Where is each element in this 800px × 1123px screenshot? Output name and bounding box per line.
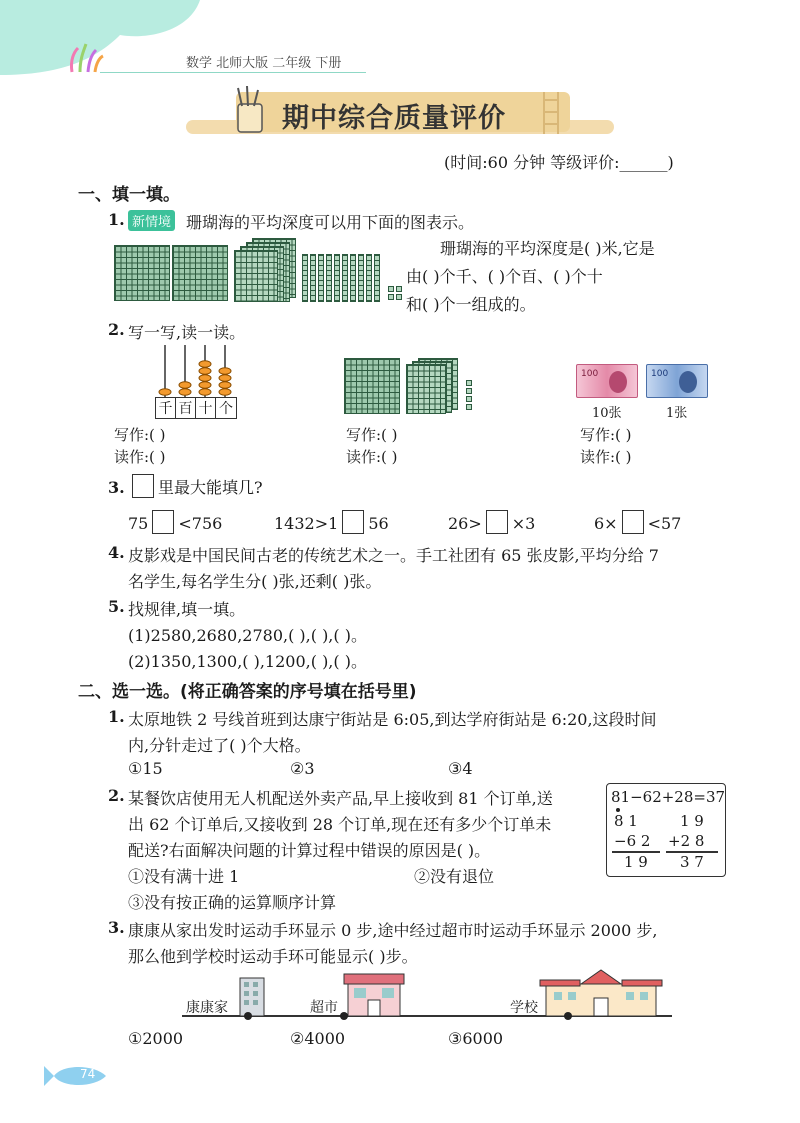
time-grade-info: (时间:60 分钟 等级评价:______): [444, 153, 674, 172]
q2-number: 2.: [108, 320, 125, 339]
home-label: 康康家: [186, 1000, 228, 1016]
market-point: [340, 1012, 348, 1020]
q2c-read: 读作:( ): [580, 448, 632, 466]
section-choose: 二、选一选。(将正确答案的序号填在括号里): [78, 682, 417, 702]
c1-number: 1.: [108, 707, 125, 726]
q3-item2: 1432>1 56: [274, 510, 389, 534]
q1-text: 珊瑚海的平均深度可以用下面的图表示。: [186, 213, 475, 232]
new-context-tag: 新情境: [128, 210, 175, 231]
c3-option1: ①2000: [128, 1029, 184, 1048]
q3-prompt: 里最大能填几?: [128, 474, 263, 498]
banknote-100-icon: 100: [576, 364, 638, 398]
ladder-icon: [540, 92, 562, 134]
q2a-write: 写作:( ): [114, 426, 166, 444]
q3-number: 3.: [108, 478, 125, 497]
c2-line1: 某餐饮店使用无人机配送外卖产品,早上接收到 81 个订单,送: [128, 789, 553, 808]
q5-number: 5.: [108, 597, 125, 616]
calc-minuend: 8 1: [614, 812, 638, 830]
section-fill-in: 一、填一填。: [78, 185, 180, 205]
q3-box1[interactable]: [152, 510, 174, 534]
school-building-icon: [536, 966, 666, 1016]
q4-number: 4.: [108, 543, 125, 562]
c1-option3: ③4: [448, 759, 473, 778]
c3-option3: ③6000: [448, 1029, 504, 1048]
c1-option1: ①15: [128, 759, 163, 778]
q3-prompt-box: [132, 474, 154, 498]
school-label: 学校: [510, 1000, 538, 1016]
calc-addend1: 1 9: [680, 812, 704, 830]
note-count-10: 10张: [592, 406, 622, 421]
q3-item4: 6× <57: [594, 510, 681, 534]
q3-item1: 75 <756: [128, 510, 222, 534]
corner-decoration: [0, 0, 200, 80]
c1-line2: 内,分针走过了( )个大格。: [128, 736, 311, 755]
header-rule: [100, 72, 366, 73]
calc-sum: 3 7: [680, 853, 704, 871]
page-number: 74: [80, 1067, 96, 1081]
borrow-dot: [616, 808, 620, 812]
calc-addend2: +2 8: [668, 832, 705, 850]
c1-option2: ②3: [290, 759, 315, 778]
c3-number: 3.: [108, 918, 125, 937]
book-header: 数学 北师大版 二年级 下册: [186, 56, 342, 71]
abacus-label-thousands: 千: [156, 398, 176, 418]
c3-line1: 康康从家出发时运动手环显示 0 步,途中经过超市时运动手环显示 2000 步,: [128, 921, 658, 940]
c3-line2: 那么他到学校时运动手环可能显示( )步。: [128, 947, 418, 966]
home-point: [244, 1012, 252, 1020]
q2b-write: 写作:( ): [346, 426, 398, 444]
abacus-labels: [155, 397, 237, 419]
banknote-100-second-icon: 100: [646, 364, 708, 398]
calc-equation: 81−62+28=37: [611, 788, 726, 806]
q2b-read: 读作:( ): [346, 448, 398, 466]
note-count-1: 1张: [666, 406, 688, 421]
q4-line2: 名学生,每名学生分( )张,还剩( )张。: [128, 572, 382, 591]
c2-option3: ③没有按正确的运算顺序计算: [128, 893, 337, 912]
c3-option2: ②4000: [290, 1029, 346, 1048]
q5-text: 找规律,填一填。: [128, 600, 246, 619]
pencil-cup-icon: [232, 86, 268, 134]
q5-line2: (2)1350,1300,( ),1200,( ),( )。: [128, 652, 367, 671]
school-point: [564, 1012, 572, 1020]
c2-line2: 出 62 个订单后,又接收到 28 个订单,现在还有多少个订单未: [128, 815, 552, 834]
supermarket-icon: [338, 970, 410, 1016]
q3-box3[interactable]: [486, 510, 508, 534]
c2-line3: 配送?右面解决问题的计算过程中错误的原因是( )。: [128, 841, 491, 860]
abacus-label-ones: 个: [219, 401, 233, 417]
q2c-write: 写作:( ): [580, 426, 632, 444]
q2-text: 写一写,读一读。: [128, 323, 246, 342]
calc-subtrahend: −6 2: [614, 832, 651, 850]
q1-line2: 由( )个千、( )个百、( )个十: [406, 267, 603, 286]
q1-line1: 珊瑚海的平均深度是( )米,它是: [440, 239, 655, 258]
q2a-read: 读作:( ): [114, 448, 166, 466]
c2-option1: ①没有满十进 1: [128, 867, 240, 886]
c2-option2: ②没有退位: [414, 867, 495, 886]
market-label: 超市: [310, 1000, 338, 1016]
page-title: 期中综合质量评价: [282, 103, 506, 134]
abacus: [155, 345, 235, 397]
abacus-label-hundreds: 百: [176, 398, 196, 418]
q5-line1: (1)2580,2680,2780,( ),( ),( )。: [128, 626, 367, 645]
c2-number: 2.: [108, 786, 125, 805]
q3-box2[interactable]: [342, 510, 364, 534]
q1-number: 1.: [108, 210, 125, 229]
calc-difference: 1 9: [624, 853, 648, 871]
abacus-label-tens: 十: [196, 398, 216, 418]
home-building-icon: [238, 972, 268, 1016]
q3-box4[interactable]: [622, 510, 644, 534]
q3-item3: 26> ×3: [448, 510, 535, 534]
q1-line3: 和( )个一组成的。: [406, 295, 536, 314]
c1-line1: 太原地铁 2 号线首班到达康宁街站是 6:05,到达学府街站是 6:20,这段时间: [128, 710, 657, 729]
q4-line1: 皮影戏是中国民间古老的传统艺术之一。手工社团有 65 张皮影,平均分给 7: [128, 546, 659, 565]
